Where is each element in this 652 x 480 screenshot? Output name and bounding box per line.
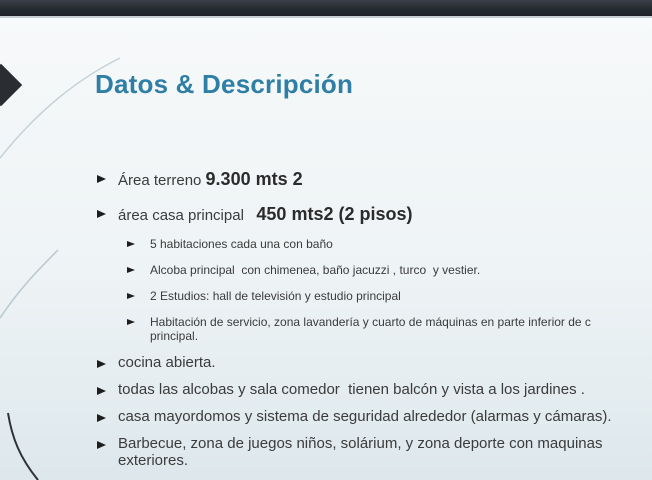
bullet-arrow-icon bbox=[97, 441, 106, 449]
presentation-slide bbox=[0, 18, 652, 480]
bullet-arrow-icon bbox=[127, 293, 135, 299]
sub-bullet-servicio: Habitación de servicio, zona lavandería y cuarto de máquinas en parte inferior de c principal. bbox=[127, 315, 591, 343]
bullet-alcobas: todas las alcobas y sala comedor tienen balcón y vista a los jardines . bbox=[97, 381, 585, 398]
sub-bullet-estudios: 2 Estudios: hall de televisión y estudio principal bbox=[127, 289, 401, 303]
bullet-arrow-icon bbox=[97, 360, 106, 368]
bullet-mayordomos: casa mayordomos y sistema de seguridad alrededor (alarmas y cámaras). bbox=[97, 408, 612, 425]
slide-title: Datos & Descripción bbox=[95, 69, 354, 99]
window-top-bar bbox=[0, 0, 652, 18]
bullet-arrow-icon bbox=[97, 387, 106, 395]
bullet-arrow-icon bbox=[127, 267, 135, 273]
sub-bullet-habitaciones: 5 habitaciones cada una con baño bbox=[127, 237, 333, 251]
bullet-arrow-icon bbox=[127, 241, 135, 247]
bullet-cocina: cocina abierta. bbox=[97, 354, 216, 371]
bullet-arrow-icon bbox=[127, 319, 135, 325]
bullet-barbecue: Barbecue, zona de juegos niños, solárium, y zona deporte con maquinas exteriores. bbox=[97, 435, 602, 469]
sub-bullet-alcoba: Alcoba principal con chimenea, baño jacuzzi , turco y vestier. bbox=[127, 263, 480, 277]
bullet-area-terreno: Área terreno 9.300 mts 2 bbox=[97, 169, 303, 190]
bullet-area-casa: área casa principal 450 mts2 (2 pisos) bbox=[97, 204, 412, 225]
bullet-arrow-icon bbox=[97, 175, 106, 183]
bullet-arrow-icon bbox=[97, 414, 106, 422]
bullet-arrow-icon bbox=[97, 210, 106, 218]
